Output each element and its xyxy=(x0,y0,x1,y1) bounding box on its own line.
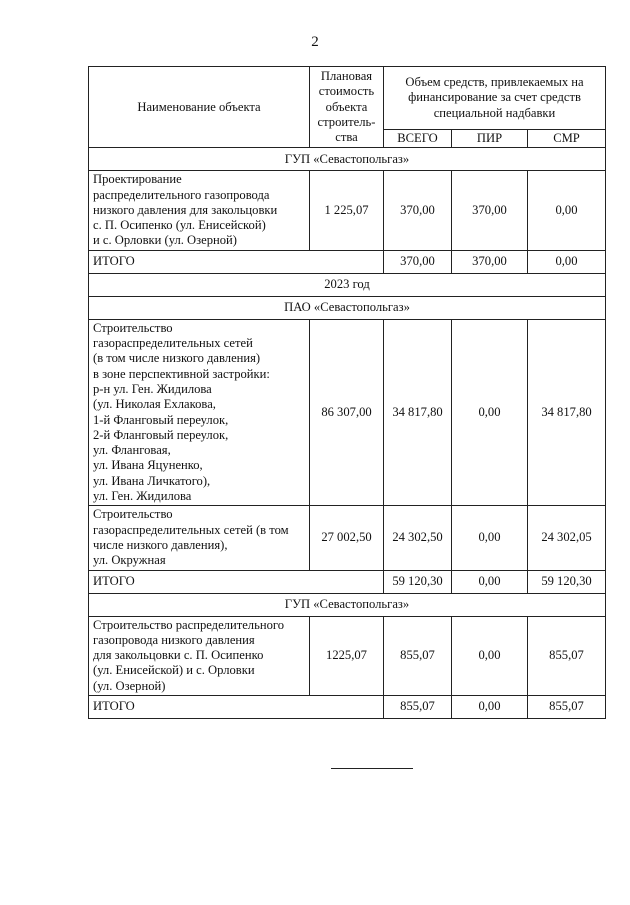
total-cell: 855,07 xyxy=(384,696,452,719)
year-title: 2023 год xyxy=(89,273,606,296)
section-title: ГУП «Севастопольгаз» xyxy=(89,593,606,616)
total-label: ИТОГО xyxy=(89,250,384,273)
section-title: ГУП «Севастопольгаз» xyxy=(89,148,606,171)
closing-divider xyxy=(331,768,413,769)
object-name-line: ул. Окружная xyxy=(93,553,166,568)
table-row xyxy=(89,616,606,695)
table-row xyxy=(89,171,606,250)
smr-cell: 24 302,05 xyxy=(528,506,606,570)
total-row xyxy=(89,696,606,719)
object-name-line: числе низкого давления), xyxy=(93,537,228,552)
pir-cell: 0,00 xyxy=(452,570,528,593)
object-name-line: для закольцовки с. П. Осипенко xyxy=(93,648,264,663)
object-name-line: Строительство распределительного xyxy=(93,617,285,632)
object-name-line: и с. Орловки (ул. Озерной) xyxy=(93,233,237,248)
header-name-cell: Наименование объекта xyxy=(89,67,310,148)
section-row xyxy=(89,593,606,616)
total-cell: 370,00 xyxy=(384,250,452,273)
object-name-line: 1-й Фланговый переулок, xyxy=(93,412,229,427)
smr-cell: 0,00 xyxy=(528,250,606,273)
object-name-line: с. П. Осипенко (ул. Енисейской) xyxy=(93,218,266,233)
total-cell: 59 120,30 xyxy=(384,570,452,593)
page-number: 2 xyxy=(311,34,319,50)
header-planned-cost-line: объекта xyxy=(325,99,368,114)
smr-cell: 855,07 xyxy=(528,616,606,695)
object-name-line: Строительство xyxy=(93,507,173,522)
pir-cell: 0,00 xyxy=(452,506,528,570)
pir-cell: 0,00 xyxy=(452,696,528,719)
total-cell: 370,00 xyxy=(384,171,452,250)
object-name-line: ул. Ивана Личкатого), xyxy=(93,473,211,488)
section-row xyxy=(89,296,606,319)
planned-cost-cell: 27 002,50 xyxy=(310,506,384,570)
object-name-cell xyxy=(89,616,310,695)
header-total-cell: ВСЕГО xyxy=(384,130,452,148)
smr-cell: 855,07 xyxy=(528,696,606,719)
pir-cell: 370,00 xyxy=(452,171,528,250)
header-row xyxy=(89,67,606,130)
header-planned-cost-cell xyxy=(310,67,384,148)
year-row xyxy=(89,273,606,296)
section-row xyxy=(89,148,606,171)
object-name-cell xyxy=(89,171,310,250)
object-name-line: 2-й Фланговый переулок, xyxy=(93,427,229,442)
object-name-line: газораспределительных сетей xyxy=(93,336,253,351)
smr-cell: 34 817,80 xyxy=(528,319,606,506)
object-name-line: низкого давления для закольцовки xyxy=(93,202,278,217)
object-name-line: ул. Фланговая, xyxy=(93,443,171,458)
header-pir-cell: ПИР xyxy=(452,130,528,148)
object-name-line: р-н ул. Ген. Жидилова xyxy=(93,381,212,396)
header-funds-line: финансирование за счет средств xyxy=(408,90,581,105)
object-name-line: Строительство xyxy=(93,320,173,335)
object-name-line: (ул. Озерной) xyxy=(93,678,166,693)
header-funds-group-cell xyxy=(384,67,606,130)
table-row xyxy=(89,319,606,506)
section-title: ПАО «Севастопольгаз» xyxy=(89,296,606,319)
total-label: ИТОГО xyxy=(89,696,384,719)
header-planned-cost-line: строитель- xyxy=(317,114,376,129)
header-planned-cost-line: ства xyxy=(335,130,358,145)
object-name-line: (ул. Николая Ехлакова, xyxy=(93,397,216,412)
object-name-line: распределительного газопровода xyxy=(93,187,270,202)
planned-cost-cell: 1225,07 xyxy=(310,616,384,695)
object-name-cell xyxy=(89,506,310,570)
object-name-line: газопровода низкого давления xyxy=(93,632,255,647)
object-name-line: (в том числе низкого давления) xyxy=(93,351,261,366)
planned-cost-cell: 1 225,07 xyxy=(310,171,384,250)
total-cell: 855,07 xyxy=(384,616,452,695)
pir-cell: 0,00 xyxy=(452,319,528,506)
total-row xyxy=(89,250,606,273)
pir-cell: 370,00 xyxy=(452,250,528,273)
smr-cell: 0,00 xyxy=(528,171,606,250)
planned-cost-cell: 86 307,00 xyxy=(310,319,384,506)
object-name-line: ул. Ивана Яцуненко, xyxy=(93,458,203,473)
total-cell: 24 302,50 xyxy=(384,506,452,570)
smr-cell: 59 120,30 xyxy=(528,570,606,593)
funding-table xyxy=(88,66,606,719)
object-name-line: Проектирование xyxy=(93,172,182,187)
pir-cell: 0,00 xyxy=(452,616,528,695)
header-smr-cell: СМР xyxy=(528,130,606,148)
header-funds-line: специальной надбавки xyxy=(433,105,556,120)
object-name-line: газораспределительных сетей (в том xyxy=(93,522,289,537)
object-name-line: (ул. Енисейской) и с. Орловки xyxy=(93,663,255,678)
header-funds-line: Объем средств, привлекаемых на xyxy=(405,75,584,90)
total-label: ИТОГО xyxy=(89,570,384,593)
header-planned-cost-line: Плановая xyxy=(320,68,373,83)
total-cell: 34 817,80 xyxy=(384,319,452,506)
object-name-line: ул. Ген. Жидилова xyxy=(93,489,192,504)
total-row xyxy=(89,570,606,593)
table-row xyxy=(89,506,606,570)
object-name-cell xyxy=(89,319,310,506)
object-name-line: в зоне перспективной застройки: xyxy=(93,366,270,381)
header-planned-cost-line: стоимость xyxy=(318,84,375,99)
